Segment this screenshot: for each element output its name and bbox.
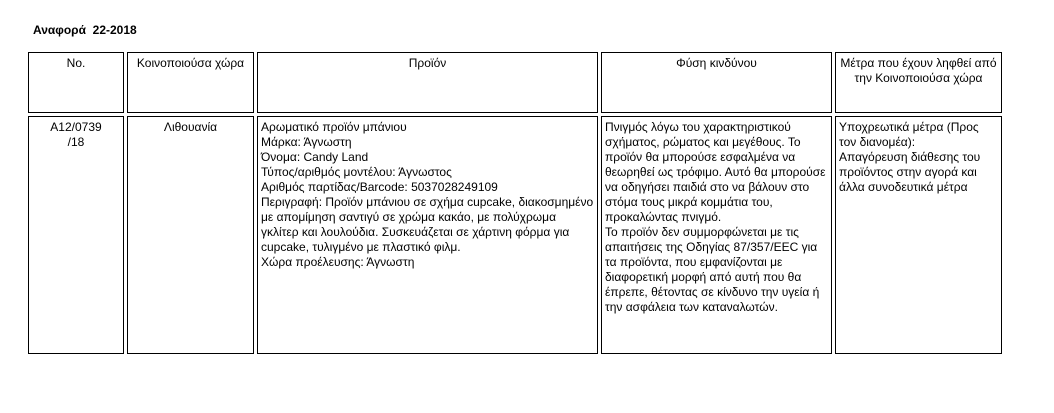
report-title: Αναφορά 22-2018 xyxy=(33,23,137,37)
product-description: Περιγραφή: Προϊόν μπάνιου σε σχήμα cupcake, διακοσμημένο με απομίμηση σαντιγύ σε χρώμα κακάο, με πολύχρωμα γκλίτερ και λουλούδια. Συσκευάζεται σε χάρτινη φόρμα για cupcake, τυλιγμένο με πλαστικό φιλμ. xyxy=(261,195,594,254)
notification-table xyxy=(28,52,1002,354)
row-no: A12/0739 /18 xyxy=(50,120,102,149)
product-line: Μάρκα: Άγνωστη xyxy=(261,135,352,149)
header-product: Προϊόν xyxy=(408,56,447,70)
product-line: Αρωματικό προϊόν μπάνιου xyxy=(261,120,407,134)
measures-paragraph: Υποχρεωτικά μέτρα (Προς τον διανομέα): xyxy=(839,120,979,149)
product-line: Τύπος/αριθμός μοντέλου: Άγνωστος xyxy=(261,165,452,179)
header-hazard: Φύση κινδύνου xyxy=(676,56,757,70)
hazard-paragraph: Το προϊόν δεν συμμορφώνεται με τις απαιτήσεις της Οδηγίας 87/357/ΕΕC για τα προϊόντα, που εμφανίζονται με διαφορετική μορφή από αυτή που θα έπρεπε, θέτοντας σε κίνδυνο την υγεία ή την ασφάλεια των καταναλωτών. xyxy=(605,225,820,314)
product-line: Όνομα: Candy Land xyxy=(261,150,369,164)
row-country: Λιθουανία xyxy=(163,120,218,134)
header-country: Κοινοποιούσα χώρα xyxy=(136,56,245,70)
row-hazard-cell xyxy=(601,116,832,354)
row-product-cell xyxy=(257,116,598,354)
table-row xyxy=(28,116,1002,354)
header-measures: Μέτρα που έχουν ληφθεί από την Κοινοποιούσα χώρα xyxy=(840,56,997,85)
table-header-row xyxy=(28,52,1002,113)
measures-paragraph: Απαγόρευση διάθεσης του προϊόντος στην αγορά και άλλα συνοδευτικά μέτρα xyxy=(839,150,981,194)
header-no: No. xyxy=(66,56,86,70)
row-measures-cell xyxy=(835,116,1002,354)
hazard-paragraph: Πνιγμός λόγω του χαρακτηριστικού σχήματος, ρώματος και μεγέθους. Το προϊόν θα μπορούσε εσφαλμένα να θεωρηθεί ως τρόφιμο. Αυτό θα μπορούσε να οδηγήσει παιδιά στο να βάλουν στο στόμα τους μικρά κομμάτια του, προκαλώντας πνιγμό. xyxy=(605,120,826,224)
product-line: Αριθμός παρτίδας/Barcode: 5037028249109 xyxy=(261,180,498,194)
product-line: Χώρα προέλευσης: Άγνωστη xyxy=(261,255,415,269)
